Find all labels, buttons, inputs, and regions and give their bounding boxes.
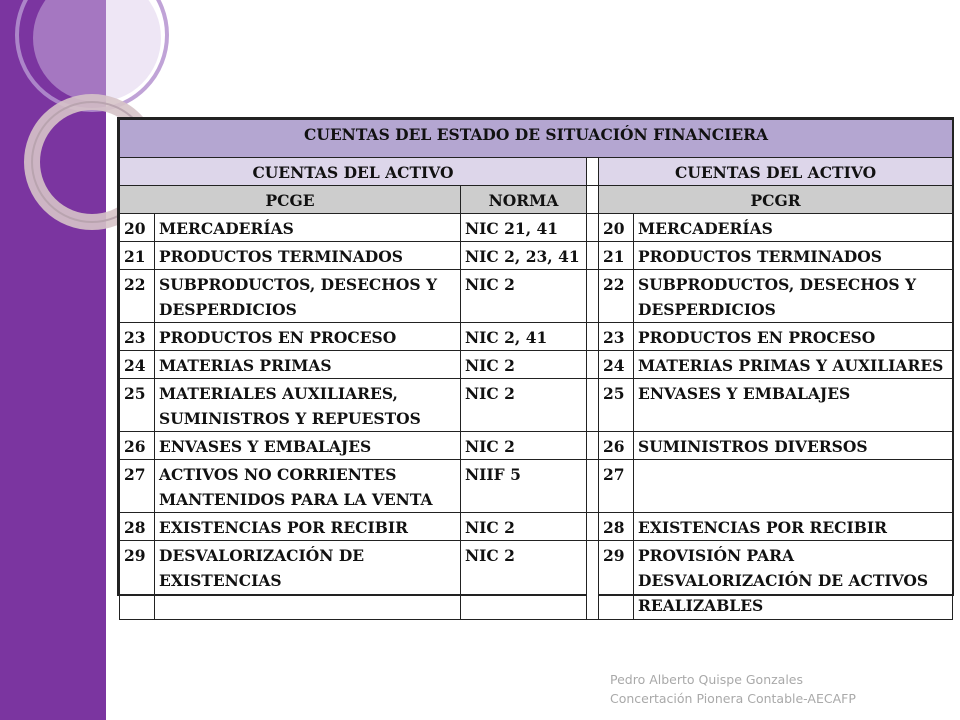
table-separator [587,513,599,541]
column-header-pcgr: PCGR [599,186,953,214]
right-account-name: PRODUCTOS TERMINADOS [634,242,953,270]
table-separator [587,432,599,460]
right-account-name: MATERIAS PRIMAS Y AUXILIARES [634,351,953,379]
norm-reference: NIC 2 [461,541,587,620]
right-account-name [634,460,953,513]
norm-reference: NIC 21, 41 [461,214,587,242]
table-separator [587,541,599,620]
table-separator [587,323,599,351]
left-account-name: ACTIVOS NO CORRIENTES MANTENIDOS PARA LA VENTA [155,460,461,513]
table-row [120,432,953,460]
table-separator [587,379,599,432]
footer-author: Pedro Alberto Quispe Gonzales [610,672,804,687]
table-separator [587,158,599,186]
right-account-number: 26 [599,432,634,460]
left-account-number: 21 [120,242,155,270]
table-row [120,513,953,541]
norm-reference: NIC 2 [461,513,587,541]
right-account-name: PROVISIÓN PARA DESVALORIZACIÓN DE ACTIVOS REALIZABLES [634,541,953,620]
right-account-name: EXISTENCIAS POR RECIBIR [634,513,953,541]
left-account-number: 23 [120,323,155,351]
left-section-header: CUENTAS DEL ACTIVO [120,158,587,186]
right-account-number: 28 [599,513,634,541]
left-account-number: 24 [120,351,155,379]
table-row [120,379,953,432]
right-account-name: SUMINISTROS DIVERSOS [634,432,953,460]
table-row [120,242,953,270]
left-account-name: PRODUCTOS EN PROCESO [155,323,461,351]
right-account-name: ENVASES Y EMBALAJES [634,379,953,432]
left-account-name: MERCADERÍAS [155,214,461,242]
table-row [120,214,953,242]
norm-reference: NIC 2, 41 [461,323,587,351]
norm-reference: NIIF 5 [461,460,587,513]
left-account-number: 22 [120,270,155,323]
left-account-number: 29 [120,541,155,620]
footer-organization: Concertación Pionera Contable-AECAFP [610,691,856,706]
left-account-name: PRODUCTOS TERMINADOS [155,242,461,270]
right-account-number: 22 [599,270,634,323]
right-account-number: 24 [599,351,634,379]
left-account-name: DESVALORIZACIÓN DE EXISTENCIAS [155,541,461,620]
right-account-name: SUBPRODUCTOS, DESECHOS Y DESPERDICIOS [634,270,953,323]
norm-reference: NIC 2 [461,270,587,323]
left-account-name: SUBPRODUCTOS, DESECHOS Y DESPERDICIOS [155,270,461,323]
table-row [120,541,953,620]
table-row [120,351,953,379]
left-account-name: MATERIALES AUXILIARES, SUMINISTROS Y REPUESTOS [155,379,461,432]
right-account-name: MERCADERÍAS [634,214,953,242]
column-header-pcge: PCGE [120,186,461,214]
left-account-number: 27 [120,460,155,513]
table-separator [587,351,599,379]
table-separator [587,460,599,513]
left-account-number: 28 [120,513,155,541]
right-section-header: CUENTAS DEL ACTIVO [599,158,953,186]
table-separator [587,242,599,270]
table-row [120,323,953,351]
left-account-name: ENVASES Y EMBALAJES [155,432,461,460]
norm-reference: NIC 2, 23, 41 [461,242,587,270]
table-title: CUENTAS DEL ESTADO DE SITUACIÓN FINANCIERA [120,120,953,158]
left-account-name: EXISTENCIAS POR RECIBIR [155,513,461,541]
table-row [120,270,953,323]
right-account-name: PRODUCTOS EN PROCESO [634,323,953,351]
right-account-number: 29 [599,541,634,620]
right-account-number: 20 [599,214,634,242]
column-header-norma: NORMA [461,186,587,214]
footer-credits [610,670,856,708]
norm-reference: NIC 2 [461,379,587,432]
norm-reference: NIC 2 [461,351,587,379]
right-account-number: 23 [599,323,634,351]
table-separator [587,186,599,214]
left-account-name: MATERIAS PRIMAS [155,351,461,379]
table-separator [587,214,599,242]
left-account-number: 26 [120,432,155,460]
financial-accounts-table [117,117,954,615]
right-account-number: 21 [599,242,634,270]
table-separator [587,270,599,323]
left-account-number: 20 [120,214,155,242]
right-account-number: 25 [599,379,634,432]
left-account-number: 25 [120,379,155,432]
right-account-number: 27 [599,460,634,513]
purple-sidebar [0,0,106,720]
table-row [120,460,953,513]
norm-reference: NIC 2 [461,432,587,460]
